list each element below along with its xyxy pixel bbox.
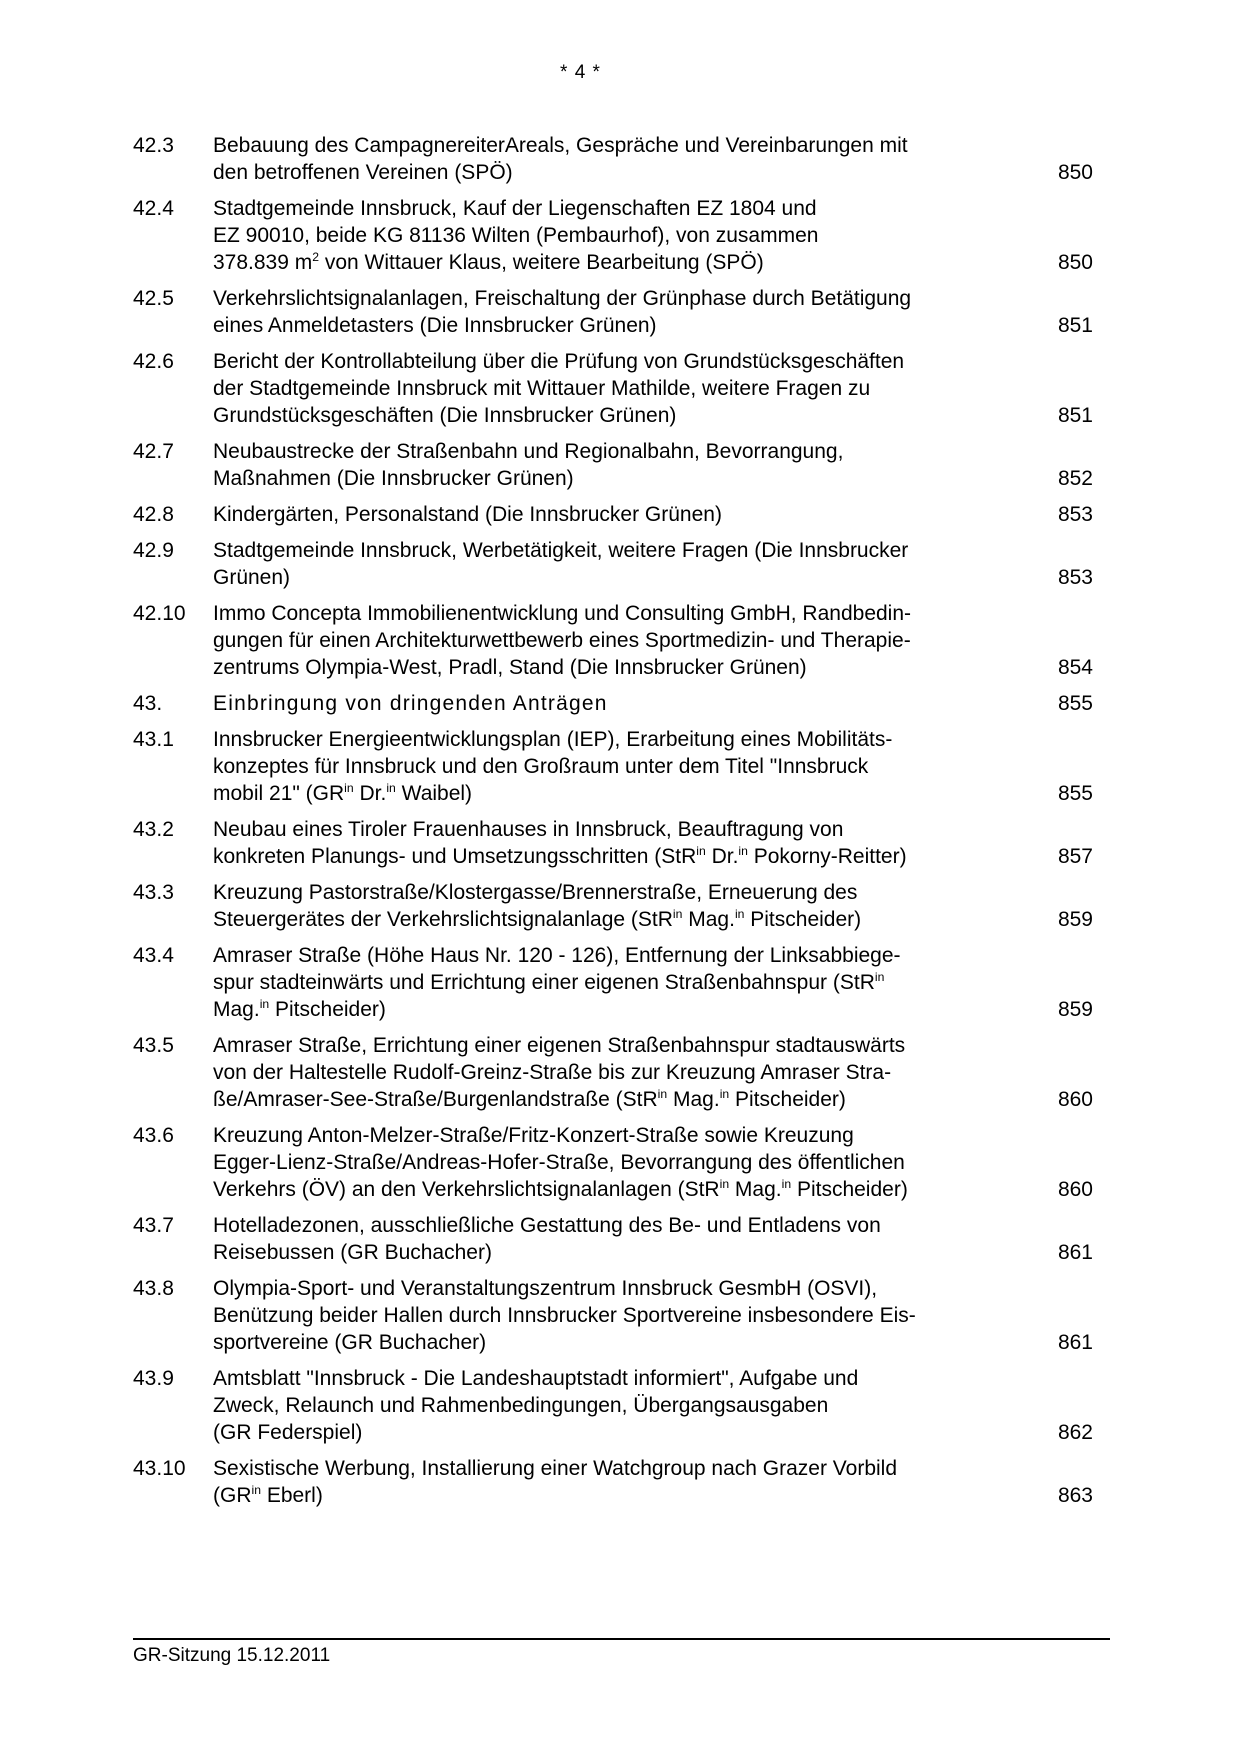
- toc-entry: [133, 285, 1093, 339]
- toc-entry: [133, 537, 1093, 591]
- toc-entry: [133, 132, 1093, 186]
- toc-entry-page-number: 853: [1057, 503, 1093, 526]
- toc-entry-page-number: 855: [1057, 782, 1093, 805]
- toc-entry-page-number: 860: [1057, 1088, 1093, 1111]
- toc-entry-title: [213, 348, 1018, 429]
- toc-entry-title: [213, 537, 1018, 591]
- toc-entry-line: Egger-Lienz-Straße/Andreas-Hofer-Straße, Bevorrangung des öffentlichen: [213, 1151, 905, 1174]
- toc-entry-title: [213, 600, 1018, 681]
- table-of-contents: [133, 132, 1093, 1518]
- toc-entry-line: Kreuzung Pastorstraße/Klostergasse/Brennerstraße, Erneuerung des: [213, 881, 858, 904]
- toc-entry-title: [213, 942, 1018, 1023]
- toc-entry-page-number: 863: [1057, 1484, 1093, 1507]
- toc-entry: [133, 600, 1093, 681]
- toc-entry-line: EZ 90010, beide KG 81136 Wilten (Pembaurhof), von zusammen: [213, 224, 819, 247]
- toc-entry-number: 42.7: [133, 440, 174, 463]
- toc-entry: [133, 438, 1093, 492]
- toc-entry-page-number: 851: [1057, 404, 1093, 427]
- toc-entry-line: Sexistische Werbung, Installierung einer Watchgroup nach Grazer Vorbild: [213, 1457, 898, 1480]
- toc-entry-page-number: 861: [1057, 1331, 1093, 1354]
- toc-entry-page-number: 855: [1057, 692, 1093, 715]
- toc-entry-line: Kreuzung Anton-Melzer-Straße/Fritz-Konzert-Straße sowie Kreuzung: [213, 1124, 854, 1147]
- toc-entry-page-number: 861: [1057, 1241, 1093, 1264]
- toc-entry-line: Innsbrucker Energieentwicklungsplan (IEP), Erarbeitung eines Mobilitäts-: [213, 728, 893, 751]
- toc-entry-line: ße/Amraser-See-Straße/Burgenlandstraße (StR$^{in}$ Mag.$^{in}$ Pitscheider): [213, 1087, 846, 1111]
- toc-entry-number: 43.5: [133, 1034, 174, 1057]
- toc-entry-line: (GR Federspiel): [213, 1421, 363, 1444]
- toc-entry-line: konzeptes für Innsbruck und den Großraum unter dem Titel "Innsbruck: [213, 755, 869, 778]
- toc-entry-line: Neubau eines Tiroler Frauenhauses in Innsbruck, Beauftragung von: [213, 818, 844, 841]
- toc-entry-line: Einbringung von dringenden Anträgen: [213, 692, 608, 715]
- toc-entry-number: 43.2: [133, 818, 174, 841]
- toc-entry-number: 42.9: [133, 539, 174, 562]
- toc-entry-title: [213, 879, 1018, 933]
- toc-entry-line: Stadtgemeinde Innsbruck, Werbetätigkeit, weitere Fragen (Die Innsbrucker: [213, 539, 909, 562]
- footer-divider: [133, 1638, 1110, 1640]
- toc-entry: [133, 816, 1093, 870]
- toc-entry-number: 43.10: [133, 1457, 186, 1480]
- toc-entry-line: Hotelladezonen, ausschließliche Gestattung des Be- und Entladens von: [213, 1214, 881, 1237]
- toc-entry: [133, 501, 1093, 528]
- toc-entry-number: 43.3: [133, 881, 174, 904]
- toc-entry-title: [213, 501, 1018, 528]
- toc-entry-line: Zweck, Relaunch und Rahmenbedingungen, Übergangsausgaben: [213, 1394, 829, 1417]
- toc-entry-line: Reisebussen (GR Buchacher): [213, 1241, 492, 1264]
- toc-entry: [133, 726, 1093, 807]
- toc-entry-line: konkreten Planungs- und Umsetzungsschritten (StR$^{in}$ Dr.$^{in}$ Pokorny-Reitter): [213, 844, 907, 868]
- toc-entry-page-number: 859: [1057, 908, 1093, 931]
- toc-entry: [133, 1122, 1093, 1203]
- toc-entry-number: 43.8: [133, 1277, 174, 1300]
- toc-entry: [133, 942, 1093, 1023]
- toc-entry-page-number: 854: [1057, 656, 1093, 679]
- page-number-header: * 4 *: [560, 62, 601, 83]
- toc-entry-line: den betroffenen Vereinen (SPÖ): [213, 161, 513, 184]
- toc-entry-number: 43.: [133, 692, 163, 715]
- toc-entry-page-number: 853: [1057, 566, 1093, 589]
- toc-entry-line: ($GR^{in}$ Eberl): [213, 1483, 323, 1507]
- page-footer: [133, 1638, 1110, 1667]
- toc-entry: [133, 1275, 1093, 1356]
- toc-entry-line: gungen für einen Architekturwettbewerb eines Sportmedizin- und Therapie-: [213, 629, 911, 652]
- toc-entry: [133, 1212, 1093, 1266]
- toc-entry-page-number: 862: [1057, 1421, 1093, 1444]
- toc-entry: [133, 1032, 1093, 1113]
- toc-entry-page-number: 850: [1057, 161, 1093, 184]
- toc-entry: [133, 1365, 1093, 1446]
- toc-entry-number: 42.10: [133, 602, 186, 625]
- toc-entry-line: Amraser Straße, Errichtung einer eigenen Straßenbahnspur stadtauswärts: [213, 1034, 906, 1057]
- toc-entry-line: Neubaustrecke der Straßenbahn und Regionalbahn, Bevorrangung,: [213, 440, 844, 463]
- toc-entry-number: 43.6: [133, 1124, 174, 1147]
- toc-entry-line: von der Haltestelle Rudolf-Greinz-Straße bis zur Kreuzung Amraser Stra-: [213, 1061, 892, 1084]
- toc-entry-line: Immo Concepta Immobilienentwicklung und Consulting GmbH, Randbedin-: [213, 602, 912, 625]
- toc-entry-title: [213, 816, 1018, 870]
- toc-entry: [133, 195, 1093, 276]
- toc-entry-line: Mag.$^{in}$ Pitscheider): [213, 997, 386, 1021]
- toc-entry-line: Benützung beider Hallen durch Innsbrucker Sportvereine insbesondere Eis-: [213, 1304, 916, 1327]
- toc-entry-number: 43.1: [133, 728, 174, 751]
- toc-entry-title: [213, 1122, 1018, 1203]
- toc-entry-title: [213, 1275, 1018, 1356]
- toc-entry-line: mobil 21" ($GR^{in}$ Dr.$^{in}$ Waibel): [213, 781, 473, 805]
- toc-entry: [133, 348, 1093, 429]
- footer-text: GR-Sitzung 15.12.2011: [133, 1645, 331, 1666]
- toc-entry-line: spur stadteinwärts und Errichtung einer eigenen Straßenbahnspur (StR$^{in}$: [213, 970, 885, 994]
- toc-entry-title: [213, 690, 1018, 717]
- toc-entry: [133, 690, 1093, 717]
- toc-entry-number: 42.3: [133, 134, 174, 157]
- toc-entry-title: [213, 1032, 1018, 1113]
- toc-entry-line: Maßnahmen (Die Innsbrucker Grünen): [213, 467, 574, 490]
- toc-entry-number: 42.8: [133, 503, 174, 526]
- toc-entry-page-number: 852: [1057, 467, 1093, 490]
- toc-entry-page-number: 850: [1057, 251, 1093, 274]
- toc-entry: [133, 879, 1093, 933]
- toc-entry-line: Amtsblatt "Innsbruck - Die Landeshauptstadt informiert", Aufgabe und: [213, 1367, 859, 1390]
- toc-entry-title: [213, 1212, 1018, 1266]
- toc-entry-line: Grundstücksgeschäften (Die Innsbrucker Grünen): [213, 404, 677, 427]
- toc-entry-line: der Stadtgemeinde Innsbruck mit Wittauer Mathilde, weitere Fragen zu: [213, 377, 871, 400]
- toc-entry-number: 42.4: [133, 197, 174, 220]
- toc-entry-line: Verkehrslichtsignalanlagen, Freischaltung der Grünphase durch Betätigung: [213, 287, 912, 310]
- toc-entry-line: Grünen): [213, 566, 291, 589]
- toc-entry-page-number: 851: [1057, 314, 1093, 337]
- toc-entry-line: eines Anmeldetasters (Die Innsbrucker Grünen): [213, 314, 657, 337]
- toc-entry-line: sportvereine (GR Buchacher): [213, 1331, 487, 1354]
- toc-entry-line: Stadtgemeinde Innsbruck, Kauf der Liegenschaften EZ 1804 und: [213, 197, 817, 220]
- toc-entry-title: [213, 438, 1018, 492]
- toc-entry-title: [213, 195, 1018, 276]
- toc-entry-title: [213, 1455, 1018, 1509]
- toc-entry-title: [213, 285, 1018, 339]
- toc-entry-number: 42.5: [133, 287, 174, 310]
- toc-entry-page-number: 860: [1057, 1178, 1093, 1201]
- toc-entry-line: Bericht der Kontrollabteilung über die Prüfung von Grundstücksgeschäften: [213, 350, 905, 373]
- toc-entry-title: [213, 132, 1018, 186]
- toc-entry-line: Kindergärten, Personalstand (Die Innsbrucker Grünen): [213, 503, 722, 526]
- toc-entry-line: zentrums Olympia-West, Pradl, Stand (Die Innsbrucker Grünen): [213, 656, 807, 679]
- toc-entry-line: Verkehrs (ÖV) an den Verkehrslichtsignalanlagen (StR$^{in}$ Mag.$^{in}$ Pitscheider): [213, 1177, 908, 1201]
- toc-entry-page-number: 857: [1057, 845, 1093, 868]
- toc-entry-line: Olympia-Sport- und Veranstaltungszentrum Innsbruck GesmbH (OSVI),: [213, 1277, 878, 1300]
- toc-entry-number: 43.4: [133, 944, 174, 967]
- toc-entry: [133, 1455, 1093, 1509]
- toc-entry-number: 43.7: [133, 1214, 174, 1237]
- toc-entry-line: Bebauung des CampagnereiterAreals, Gespräche und Vereinbarungen mit: [213, 134, 908, 157]
- toc-entry-line: Amraser Straße (Höhe Haus Nr. 120 - 126), Entfernung der Linksabbiege-: [213, 944, 901, 967]
- toc-entry-line: 378.839 $m^2$ von Wittauer Klaus, weitere Bearbeitung (SPÖ): [213, 250, 764, 274]
- toc-entry-line: Steuergerätes der Verkehrslichtsignalanlage (StR$^{in}$ Mag.$^{in}$ Pitscheider): [213, 907, 862, 931]
- toc-entry-title: [213, 726, 1018, 807]
- toc-entry-number: 42.6: [133, 350, 174, 373]
- toc-entry-number: 43.9: [133, 1367, 174, 1390]
- toc-entry-title: [213, 1365, 1018, 1446]
- toc-entry-page-number: 859: [1057, 998, 1093, 1021]
